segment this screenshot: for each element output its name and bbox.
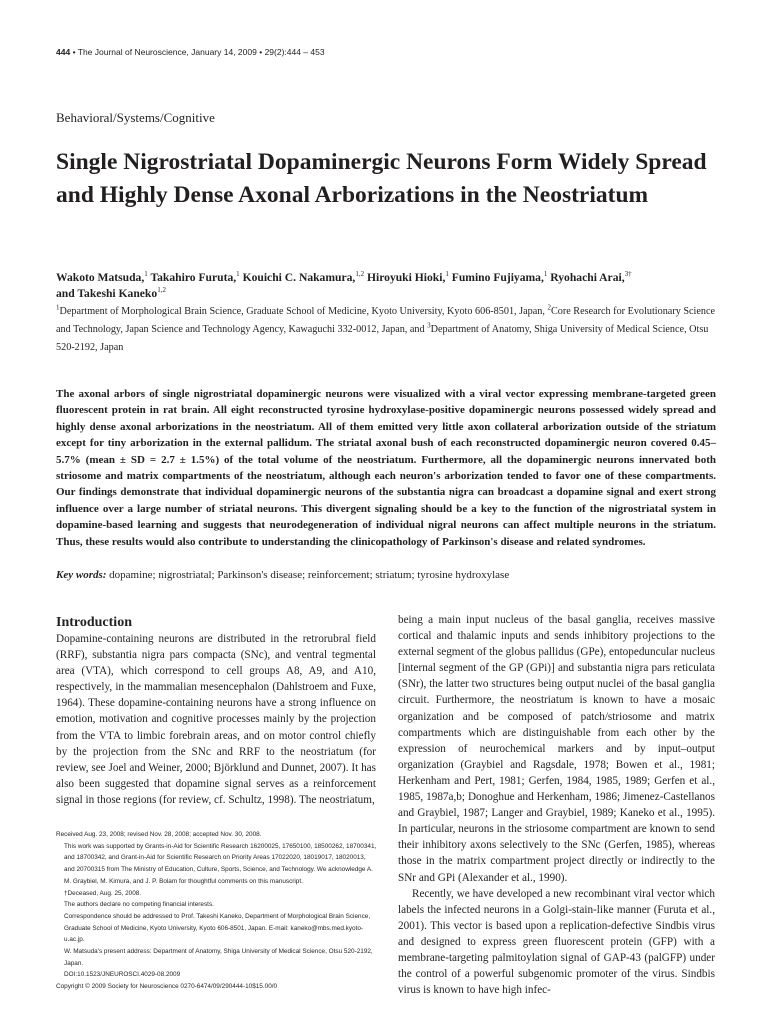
body-paragraph: Recently, we have developed a new recombinant viral vector which labels the infected neurons in a Golgi-stain-like manner (Furuta et al., 2001). This vector is based upon a replication-defective Sindbis virus and designed to express green fluorescent protein (GFP) with a membrane-targeting palmitoylation signal of GAP-43 (palGFP) under the control of a powerful subgenomic promoter of the virus. Sindbis virus is known to have high infec- bbox=[398, 887, 715, 997]
affiliation-2: Core Research for Evolutionary Science and Technology, Japan Science and Technology Agency, Kawaguchi 332-0012, Japan, and bbox=[56, 306, 716, 335]
keywords-label: Key words: bbox=[56, 569, 107, 581]
introduction-heading: Introduction bbox=[56, 615, 132, 630]
doi: DOI:10.1523/JNEUROSCI.4029-08.2009 bbox=[64, 971, 181, 979]
article-title: Single Nigrostriatal Dopaminergic Neurons Form Widely Spread and Highly Dense Axonal Arborizations in the Neostriatum bbox=[56, 149, 707, 208]
author-name: Ryohachi Arai, bbox=[550, 271, 625, 284]
author-affiliation-mark: 1 bbox=[236, 270, 240, 279]
author-name: Hiroyuki Hioki, bbox=[366, 271, 446, 284]
author-affiliation-mark: 1,2 bbox=[157, 286, 166, 295]
author-name: Wakoto Matsuda, bbox=[56, 271, 145, 284]
section-label: Behavioral/Systems/Cognitive bbox=[56, 110, 215, 125]
author-name: and Takeshi Kaneko bbox=[56, 287, 158, 300]
affiliation-mark: 1 bbox=[56, 303, 60, 312]
running-head bbox=[56, 47, 325, 57]
volume-pages: 29(2):444 – 453 bbox=[264, 47, 325, 57]
conflict-statement: The authors declare no competing financial interests. bbox=[64, 901, 214, 909]
author-list bbox=[56, 270, 716, 302]
keywords-text: dopamine; nigrostriatal; Parkinson's disease; reinforcement; striatum; tyrosine hydroxylase bbox=[109, 569, 510, 581]
affiliations bbox=[56, 303, 716, 357]
running-head-separator: • bbox=[259, 47, 265, 57]
affiliation-1: Department of Morphological Brain Science, Graduate School of Medicine, Kyoto University, Kyoto 606-8501, Japan, bbox=[59, 306, 548, 317]
copyright-line: Copyright © 2009 Society for Neuroscience 0270-6474/09/290444-10$15.00/0 bbox=[56, 983, 278, 991]
journal-citation: The Journal of Neuroscience, January 14, 2009 bbox=[77, 47, 257, 57]
abstract: The axonal arbors of single nigrostriatal dopaminergic neurons were visualized with a viral vector expressing membrane-targeted green fluorescent protein in rat brain. All eight reconstructed tyrosine hydroxylase-positive dopaminergic neurons possessed widely spread and highly dense axonal arborizations in the neostriatum. All of them emitted very little axon collateral arborization outside of the striatum except for tiny arborization in the external pallidum. The striatal axonal bush of each reconstructed dopaminergic neuron covered 0.45–5.7% (mean ± SD = 2.7 ± 1.5%) of the total volume of the neostriatum. Furthermore, all the dopaminergic neurons innervated both striosome and matrix compartments of the neostriatum, although each neuron's arborization tended to favor one of these compartments. Our findings demonstrate that individual dopaminergic neurons of the substantia nigra can broadcast a dopamine signal and exert strong influence over a large number of striatal neurons. This divergent signaling should be a key to the function of the nigrostriatal system in dopamine-based learning and suggests that neurodegeneration of individual nigral neurons can affect multiple neurons in the striatum. Thus, these results would also contribute to understanding the clinicopathology of Parkinson's disease and related syndromes. bbox=[56, 388, 716, 548]
keywords bbox=[56, 567, 716, 583]
affiliation-mark: 2 bbox=[547, 303, 551, 312]
author-affiliation-mark: 1,2 bbox=[355, 270, 365, 279]
present-address-note: W. Matsuda's present address: Department of Anatomy, Shiga University of Medical Science, Otsu 520-2192, Japan. bbox=[64, 948, 373, 967]
received-dates: Received Aug. 23, 2008; revised Nov. 28, 2008; accepted Nov. 30, 2008. bbox=[56, 831, 262, 838]
author-affiliation-mark: 3† bbox=[624, 270, 632, 279]
body-paragraph: being a main input nucleus of the basal ganglia, receives massive cortical and thalamic inputs and sends inhibitory projections to the external segment of the globus pallidus (GPe), entopeduncular nucleus [internal segment of the GP (GPi)] and substantia nigra pars reticulata (SNr), the latter two structures being output nuclei of the basal ganglia circuit. Furthermore, the neostriatum is known to have a mosaic organization and be composed of patch/striosome and matrix compartments which are distinguishable from each other by the expression of neurochemical markers and by input–output organization (Graybiel and Ragsdale, 1978; Bowen et al., 1981; Herkenham and Pert, 1981; Gerfen, 1984, 1985, 1989; Gerfen et al., 1985, 1987a,b; Donoghue and Herkenham, 1986; Jimenez-Castellanos and Graybiel, 1987; Langer and Graybiel, 1989; Kaneko et al., 1995). In particular, neurons in the striosome compartment are known to send their inhibitory axons selectively to the SNc (Gerfen, 1985), whereas those in the matrix compartment project directly or indirectly to the SNr and GPi (Alexander et al., 1990). bbox=[398, 614, 715, 884]
affiliation-mark: 3 bbox=[427, 321, 431, 330]
funding-note: This work was supported by Grants-in-Aid for Scientific Research 16200025, 17650100, 18500262, 18700341, and 18700342, and Grant-in-Aid for Scientific Research on Priority Areas 17022020, 18019017, 18020013, and 20700315 from The Ministry of Education, Culture, Sports, Science, and Technology. We acknowledge A. M. Graybiel, M. Kimura, and J. P. Bolam for thoughtful comments on this manuscript. bbox=[64, 842, 377, 885]
author-affiliation-mark: 1 bbox=[543, 270, 548, 279]
page-number: 444 bbox=[56, 47, 71, 57]
author-affiliation-mark: 1 bbox=[445, 270, 449, 279]
introduction-left-column: Dopamine-containing neurons are distributed in the retrorubral field (RRF), substantia nigra pars compacta (SNc), and ventral tegmental area (VTA), which correspond to cell groups A8, A9, and A10, respectively, in the mammalian mesencephalon (Dahlstroem and Fuxe, 1964). These dopamine-containing neurons have a strong influence on emotion, motivation and cognitive processes mainly by the projection from the VTA to limbic forebrain areas, and on motor control chiefly by the projection from the SNc and RRF to the neostriatum (for review, see Joel and Weiner, 2000; Björklund and Dunnet, 2007). It has also been suggested that dopamine signal serves as a reinforcement signal in those regions (for review, cf. Schultz, 1998). The neostriatum, bbox=[56, 633, 376, 806]
author-name: Takahiro Furuta, bbox=[150, 271, 237, 284]
author-name: Fumino Fujiyama, bbox=[451, 271, 544, 284]
introduction-right-column bbox=[398, 612, 715, 998]
author-affiliation-mark: 1 bbox=[144, 270, 148, 279]
author-name: Kouichi C. Nakamura, bbox=[242, 271, 356, 284]
running-head-separator: • bbox=[72, 47, 78, 57]
correspondence-note: Correspondence should be addressed to Prof. Takeshi Kaneko, Department of Morphological Brain Science, Graduate School of Medicine, Kyoto University, Kyoto 606-8501, Japan. E-mail: kaneko@mbs.med.kyoto-u.ac.jp. bbox=[64, 912, 371, 944]
affiliation-3: Department of Anatomy, Shiga University of Medical Science, Otsu 520-2192, Japan bbox=[56, 324, 709, 353]
deceased-note: †Deceased, Aug. 25, 2008. bbox=[64, 889, 142, 897]
article-footnotes bbox=[56, 829, 378, 993]
